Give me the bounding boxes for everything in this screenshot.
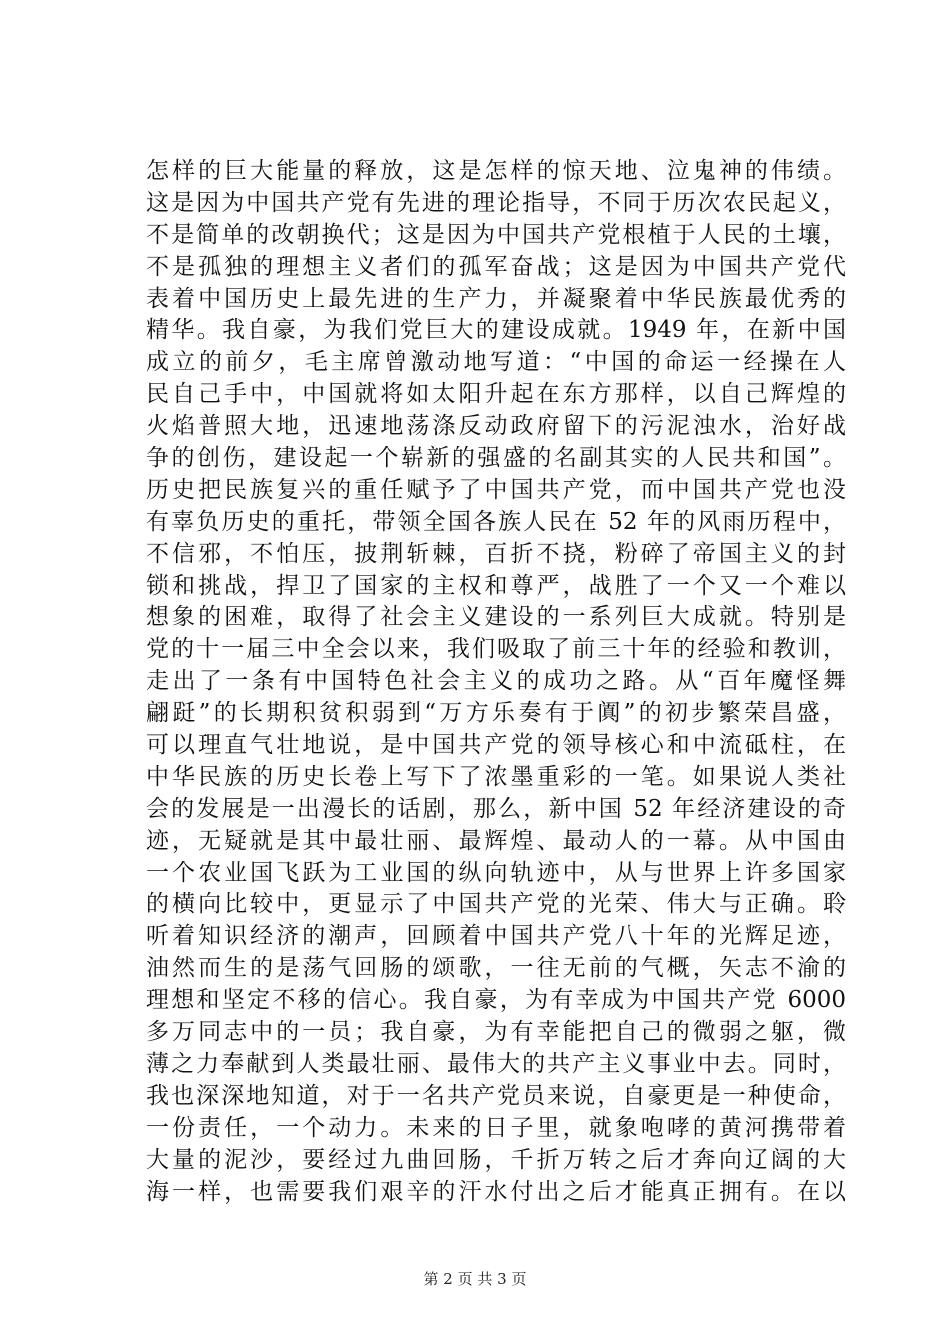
text-line: 可以理直气壮地说，是中国共产党的领导核心和中流砥柱，在 — [146, 732, 846, 759]
text-line: 翩跹”的长期积贫积弱到“万方乐奏有于阗”的初步繁荣昌盛， — [146, 700, 846, 727]
text-line: 一个农业国飞跃为工业国的纵向轨迹中，从与世界上许多国家 — [146, 859, 846, 886]
text-line: 民自己手中，中国就将如太阳升起在东方那样，以自己辉煌的 — [146, 381, 846, 408]
text-line: 历史把民族复兴的重任赋予了中国共产党，而中国共产党也没 — [146, 476, 846, 503]
text-line: 理想和坚定不移的信心。我自豪，为有幸成为中国共产党 6000 — [146, 987, 846, 1014]
text-line: 多万同志中的一员；我自豪，为有幸能把自己的微弱之躯，微 — [146, 1019, 846, 1046]
text-line: 不是孤独的理想主义者们的孤军奋战；这是因为中国共产党代 — [146, 253, 846, 280]
text-line: 的横向比较中，更显示了中国共产党的光荣、伟大与正确。聆 — [146, 891, 846, 918]
text-line: 不信邪，不怕压，披荆斩棘，百折不挠，粉碎了帝国主义的封 — [146, 540, 846, 567]
text-line: 表着中国历史上最先进的生产力，并凝聚着中华民族最优秀的 — [146, 285, 846, 312]
page-footer: 第 2 页 共 3 页 — [423, 1270, 527, 1288]
text-line: 不是简单的改朝换代；这是因为中国共产党根植于人民的土壤， — [146, 221, 846, 248]
text-line: 走出了一条有中国特色社会主义的成功之路。从“百年魔怪舞 — [146, 668, 846, 695]
text-line: 争的创伤，建设起一个崭新的强盛的名副其实的人民共和国”。 — [146, 445, 846, 472]
text-line: 听着知识经济的潮声，回顾着中国共产党八十年的光辉足迹， — [146, 923, 846, 950]
text-line: 海一样，也需要我们艰辛的汗水付出之后才能真正拥有。在以 — [146, 1178, 846, 1205]
body-text — [146, 156, 846, 1208]
text-line: 想象的困难，取得了社会主义建设的一系列巨大成就。特别是 — [146, 604, 846, 631]
text-line: 薄之力奉献到人类最壮丽、最伟大的共产主义事业中去。同时， — [146, 1050, 846, 1077]
text-line: 中华民族的历史长卷上写下了浓墨重彩的一笔。如果说人类社 — [146, 763, 846, 790]
text-line: 怎样的巨大能量的释放，这是怎样的惊天地、泣鬼神的伟绩。 — [146, 158, 846, 184]
text-line: 党的十一届三中全会以来，我们吸取了前三十年的经验和教训， — [146, 636, 846, 663]
text-line: 成立的前夕，毛主席曾激动地写道：“中国的命运一经操在人 — [146, 349, 846, 376]
text-line: 有辜负历史的重托，带领全国各族人民在 52 年的风雨历程中， — [146, 508, 846, 535]
text-line: 会的发展是一出漫长的话剧，那么，新中国 52 年经济建设的奇 — [146, 795, 846, 822]
text-line: 这是因为中国共产党有先进的理论指导，不同于历次农民起义， — [146, 189, 846, 216]
text-line: 我也深深地知道，对于一名共产党员来说，自豪更是一种使命， — [146, 1082, 846, 1109]
text-line: 一份责任，一个动力。未来的日子里，就象咆哮的黄河携带着 — [146, 1114, 846, 1141]
text-line: 火焰普照大地，迅速地荡涤反动政府留下的污泥浊水，治好战 — [146, 413, 846, 440]
text-line: 大量的泥沙，要经过九曲回肠，千折万转之后才奔向辽阔的大 — [146, 1146, 846, 1173]
text-line: 锁和挑战，捍卫了国家的主权和尊严，战胜了一个又一个难以 — [146, 572, 846, 599]
text-line: 迹，无疑就是其中最壮丽、最辉煌、最动人的一幕。从中国由 — [146, 827, 846, 854]
text-line: 油然而生的是荡气回肠的颂歌，一往无前的气概，矢志不渝的 — [146, 955, 846, 982]
text-line: 精华。我自豪，为我们党巨大的建设成就。1949 年，在新中国 — [146, 317, 846, 344]
